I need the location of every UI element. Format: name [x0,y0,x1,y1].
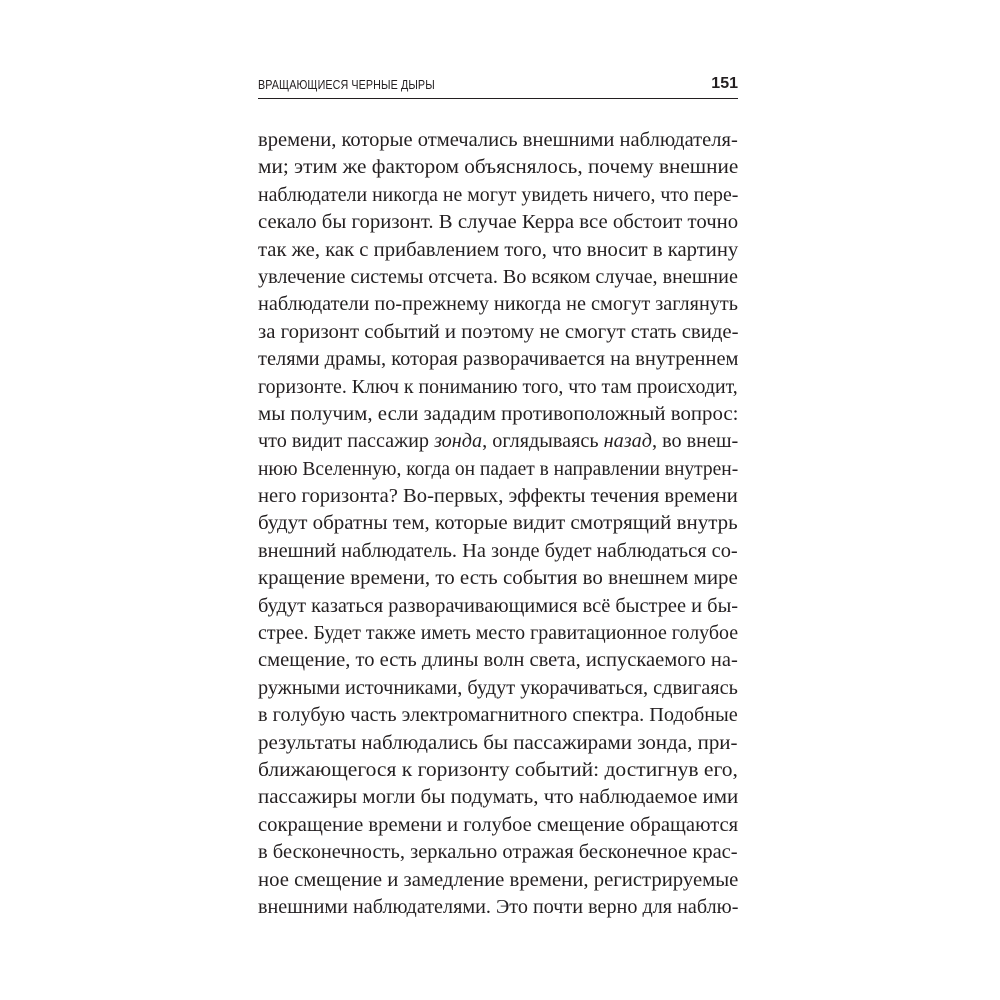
text-line-9-content: телями драмы, которая разворачивается на внутреннем [258,348,739,371]
text-line-4 [258,209,738,236]
text-line-20-content: смещение, то есть длины волн света, испускаемого на- [258,649,738,672]
text-line-3-content: наблюдатели никогда не могут увидеть ничего, что пере- [258,183,739,206]
text-line-21 [258,675,738,702]
text-line-11 [258,401,738,428]
italic-word-back: назад [603,430,652,453]
text-line-24 [258,757,738,784]
text-line-26 [258,812,738,839]
text-line-23 [258,730,738,757]
text-line-22 [258,702,738,729]
text-run: , во внеш- [651,430,739,453]
text-line-1 [258,127,738,154]
text-line-11-content: мы получим, если зададим противоположный вопрос: [258,402,739,425]
running-header [258,72,738,99]
text-line-29 [258,894,738,921]
text-line-25 [258,784,738,811]
text-run: , оглядываясь [482,430,604,453]
text-line-12-content [258,428,738,455]
text-line-24-content: ближающегося к горизонту событий: достигнув его, [258,758,738,781]
text-line-25-content: пассажиры могли бы подумать, что наблюдаемое ими [258,786,739,809]
text-line-27 [258,839,738,866]
text-line-4-content: секало бы горизонт. В случае Керра все обстоит точно [258,211,739,234]
text-line-14-content: него горизонта? Во-первых, эффекты течения времени [258,485,738,508]
text-line-28 [258,867,738,894]
italic-word-probe: зонда [434,430,483,453]
text-line-3 [258,182,738,209]
text-line-7 [258,291,738,318]
text-line-9 [258,346,738,373]
text-line-22-content: в голубую часть электромагнитного спектра. Подобные [258,704,738,727]
text-line-1-content: времени, которые отмечались внешними наблюдателя- [258,129,738,151]
text-line-29-content: внешними наблюдателями. Это почти верно для наблю- [258,895,739,918]
text-line-16-content: внешний наблюдатель. На зонде будет наблюдаться со- [258,539,738,562]
text-line-17 [258,565,738,592]
text-line-17-content: кращение времени, то есть события во внешнем мире [258,567,738,590]
text-line-10 [258,374,738,401]
text-line-19-content: стрее. Будет также иметь место гравитационное голубое [258,622,739,645]
text-line-8 [258,319,738,346]
running-title: ВРАЩАЮЩИЕСЯ ЧЕРНЫЕ ДЫРЫ [258,78,435,92]
text-line-5-content: так же, как с прибавлением того, что вносит в картину [258,238,739,261]
text-line-19 [258,620,738,647]
text-line-28-content: ное смещение и замедление времени, регистрируемые [258,868,739,891]
text-line-10-content: горизонте. Ключ к пониманию того, что там происходит, [258,375,738,398]
text-line-13 [258,456,738,483]
text-line-8-content: за горизонт событий и поэтому не смогут стать свиде- [258,320,739,343]
text-line-14 [258,483,738,510]
text-line-5 [258,237,738,264]
text-line-16 [258,538,738,565]
text-line-18 [258,593,738,620]
text-line-20 [258,647,738,674]
text-line-15 [258,510,738,537]
text-line-27-content: в бесконечность, зеркально отражая бесконечное крас- [258,841,738,864]
text-line-6-content: увлечение системы отсчета. Во всяком случае, внешние [258,265,738,288]
text-line-7-content: наблюдатели по-прежнему никогда не смогут заглянуть [258,293,739,316]
page-number: 151 [711,75,738,92]
text-line-21-content: ружными источниками, будут укорачиваться, сдвигаясь [258,676,738,699]
text-line-23-content: результаты наблюдались бы пассажирами зонда, при- [258,731,738,754]
text-line-26-content: сокращение времени и голубое смещение обращаются [258,813,739,836]
body-text [258,127,738,921]
text-line-2-content: ми; этим же фактором объяснялось, почему внешние [258,156,739,179]
text-line-2 [258,154,738,181]
text-line-15-content: будут обратны тем, которые видит смотрящий внутрь [258,512,738,535]
text-line-18-content: будут казаться разворачивающимися всё быстрее и бы- [258,594,739,617]
text-line-12 [258,428,738,455]
text-line-6 [258,264,738,291]
text-line-13-content: нюю Вселенную, когда он падает в направлении внутрен- [258,457,739,480]
text-run: что видит пассажир [258,430,435,453]
